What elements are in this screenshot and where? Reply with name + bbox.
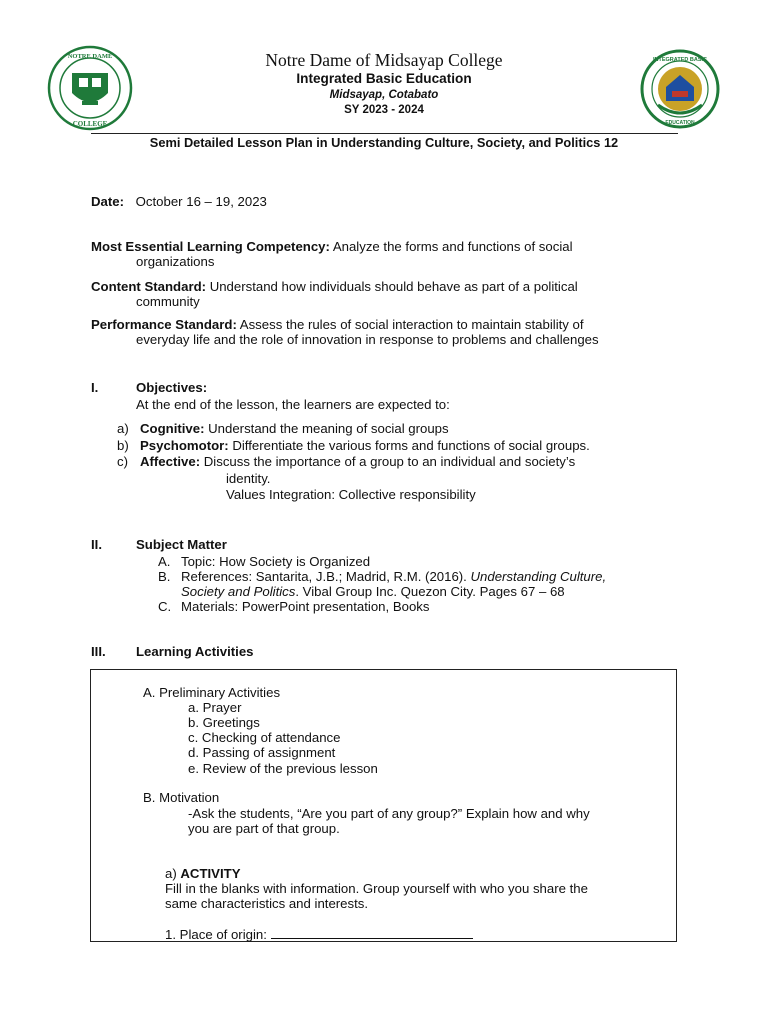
preliminary-item: b. Greetings [188,715,260,730]
date-value: October 16 – 19, 2023 [135,194,267,209]
objective-marker-c: c) [117,454,128,469]
content-standard-line2: community [136,294,200,309]
activity-line2: same characteristics and interests. [165,896,369,911]
objective-affective [140,454,670,469]
school-year: SY 2023 - 2024 [344,104,424,116]
materials: Materials: PowerPoint presentation, Books [181,599,430,614]
references-line2 [181,584,565,599]
learning-activities-heading: Learning Activities [136,644,254,659]
motivation-heading: B. Motivation [143,790,220,805]
activity-label: ACTIVITY [180,866,241,881]
svg-text:EDUCATION: EDUCATION [665,120,695,126]
objective-label: Psychomotor: [140,438,229,453]
objective-affective-line2: identity. [226,471,271,486]
references-book-title-cont: Society and Politics [181,584,296,599]
performance-standard-line1 [91,317,671,332]
department-name: Integrated Basic Education [296,71,472,86]
topic-marker: A. [158,554,171,569]
preliminary-item: e. Review of the previous lesson [188,761,378,776]
learning-activities-numeral: III. [91,644,106,659]
place-of-origin-row [165,927,473,942]
header-divider [91,133,678,134]
objective-marker-a: a) [117,421,129,436]
svg-text:NOTRE DAME: NOTRE DAME [67,53,113,60]
motivation-line1: -Ask the students, “Are you part of any group?” Explain how and why [188,806,590,821]
performance-standard-label: Performance Standard: [91,317,237,332]
objective-marker-b: b) [117,438,129,453]
references-line1 [181,569,677,584]
preliminary-item: c. Checking of attendance [188,730,341,745]
topic: Topic: How Society is Organized [181,554,371,569]
preliminary-item: a. Prayer [188,700,242,715]
references-book-title: Understanding Culture, [470,569,607,584]
objective-text: Differentiate the various forms and functions of social groups. [232,438,590,453]
place-of-origin-blank [271,927,473,939]
melc-text: Analyze the forms and functions of social [332,239,573,254]
content-standard-text: Understand how individuals should behave as part of a political [209,279,578,294]
activity-heading [165,866,240,881]
lesson-plan-title: Semi Detailed Lesson Plan in Understanding Culture, Society, and Politics 12 [149,135,619,150]
objective-psychomotor [140,438,590,453]
activity-line1: Fill in the blanks with information. Group yourself with who you share the [165,881,588,896]
date-row [91,194,267,209]
subject-matter-heading: Subject Matter [136,537,227,552]
performance-standard-text: Assess the rules of social interaction to maintain stability of [239,317,584,332]
location: Midsayap, Cotabato [329,89,439,101]
references-prefix: References: Santarita, J.B.; Madrid, R.M. (2016). [181,569,467,584]
objective-text: Discuss the importance of a group to an individual and society’s [203,454,576,469]
objective-cognitive [140,421,449,436]
references-publisher: . Vibal Group Inc. Quezon City. Pages 67 – 68 [295,584,565,599]
content-standard-line1 [91,279,671,294]
date-label: Date: [91,194,124,209]
content-standard-label: Content Standard: [91,279,207,294]
place-of-origin-label: 1. Place of origin: [165,927,267,942]
motivation-line2: you are part of that group. [188,821,340,836]
objective-label: Affective: [140,454,201,469]
performance-standard-line2: everyday life and the role of innovation in response to problems and challenges [136,332,599,347]
melc-line2: organizations [136,254,215,269]
preliminary-item: d. Passing of assignment [188,745,336,760]
objectives-heading: Objectives: [136,380,208,395]
activity-marker: a) [165,866,177,881]
objectives-numeral: I. [91,380,99,395]
preliminary-activities: A. Preliminary Activities [143,685,281,700]
references-marker: B. [158,569,171,584]
objectives-intro: At the end of the lesson, the learners are expected to: [136,397,450,412]
materials-marker: C. [158,599,172,614]
svg-text:COLLEGE: COLLEGE [72,120,108,128]
melc-label: Most Essential Learning Competency: [91,239,330,254]
svg-text:INTEGRATED BASIC: INTEGRATED BASIC [653,57,707,63]
objective-label: Cognitive: [140,421,205,436]
values-integration: Values Integration: Collective responsibility [226,487,476,502]
objective-text: Understand the meaning of social groups [208,421,449,436]
subject-matter-numeral: II. [91,537,102,552]
college-name: Notre Dame of Midsayap College [265,50,503,70]
melc-line1 [91,239,671,254]
